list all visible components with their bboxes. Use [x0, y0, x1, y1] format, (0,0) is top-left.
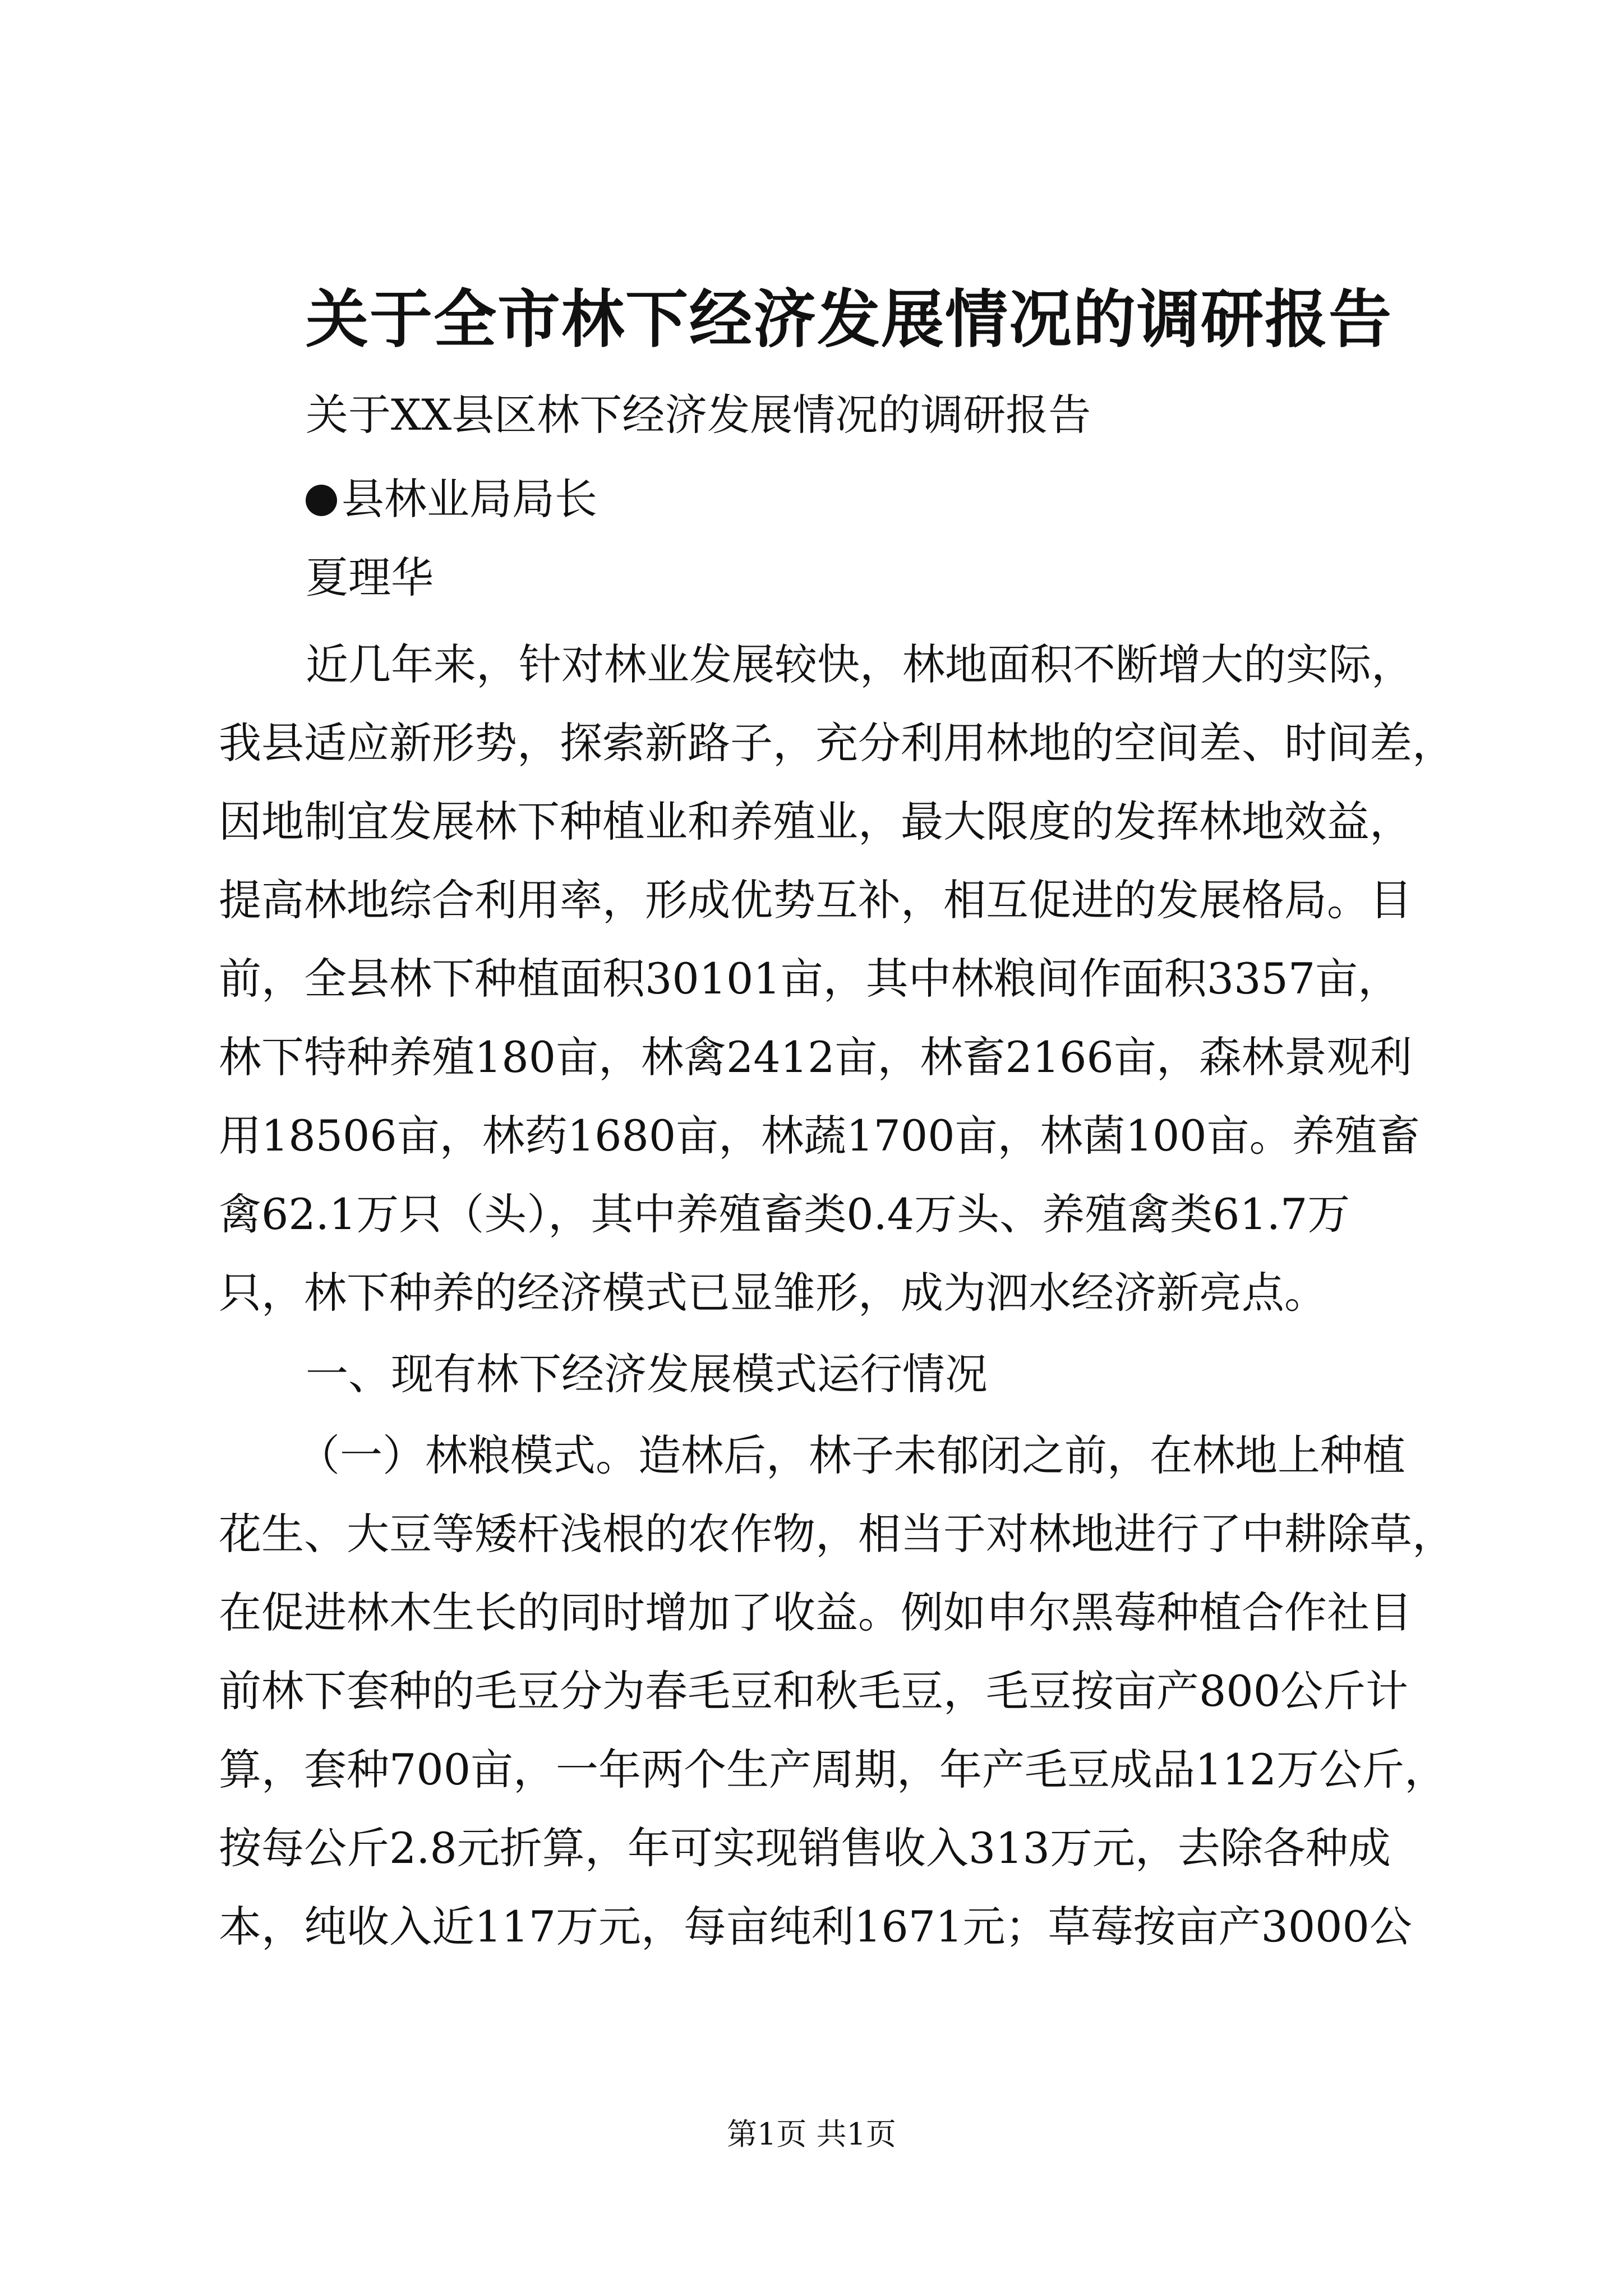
paragraph-line: 前，全县林下种植面积30101亩，其中林粮间作面积3357亩， [219, 954, 1401, 1004]
paragraph-line: 因地制宜发展林下种植业和养殖业，最大限度的发挥林地效益， [219, 797, 1412, 846]
paragraph-line: 林下特种养殖180亩，林禽2412亩，林畜2166亩，森林景观利 [219, 1032, 1412, 1082]
paragraph-line: 本，纯收入近117万元，每亩纯利1671元；草莓按亩产3000公 [219, 1902, 1412, 1952]
paragraph-line: 提高林地综合利用率，形成优势互补，相互促进的发展格局。目 [219, 875, 1412, 925]
author-name: 夏理华 [306, 553, 434, 602]
paragraph-line: 禽62.1万只（头），其中养殖畜类0.4万头、养殖禽类61.7万 [219, 1189, 1350, 1239]
document-subtitle: 关于XX县区林下经济发展情况的调研报告 [306, 390, 1091, 440]
author-role: 县林业局局长 [342, 474, 597, 524]
paragraph-line: 只，林下种养的经济模式已显雏形，成为泗水经济新亮点。 [219, 1268, 1327, 1318]
bullet-icon [306, 485, 337, 516]
paragraph-line: 用18506亩，林药1680亩，林蔬1700亩，林菌100亩。养殖畜 [219, 1111, 1420, 1161]
paragraph-line: 近几年来，针对林业发展较快，林地面积不断增大的实际， [306, 639, 1414, 689]
paragraph-line: 在促进林木生长的同时增加了收益。例如申尔黑莓种植合作社目 [219, 1588, 1412, 1637]
author-role-line [306, 471, 597, 527]
document-title: 关于全市林下经济发展情况的调研报告 [306, 283, 1393, 356]
page-footer: 第1页 共1页 [727, 2116, 896, 2152]
paragraph-line: 花生、大豆等矮杆浅根的农作物，相当于对林地进行了中耕除草， [219, 1509, 1455, 1559]
paragraph-line: 前林下套种的毛豆分为春毛豆和秋毛豆，毛豆按亩产800公斤计 [219, 1666, 1409, 1716]
section-heading: 一、现有林下经济发展模式运行情况 [306, 1349, 988, 1399]
paragraph-line: 按每公斤2.8元折算，年可实现销售收入313万元，去除各种成 [219, 1823, 1391, 1873]
paragraph-line: 算，套种700亩，一年两个生产周期，年产毛豆成品112万公斤， [219, 1745, 1447, 1795]
paragraph-line: （一）林粮模式。造林后，林子未郁闭之前，在林地上种植 [297, 1430, 1405, 1480]
paragraph-line: 我县适应新形势，探索新路子，充分利用林地的空间差、时间差， [219, 718, 1455, 768]
